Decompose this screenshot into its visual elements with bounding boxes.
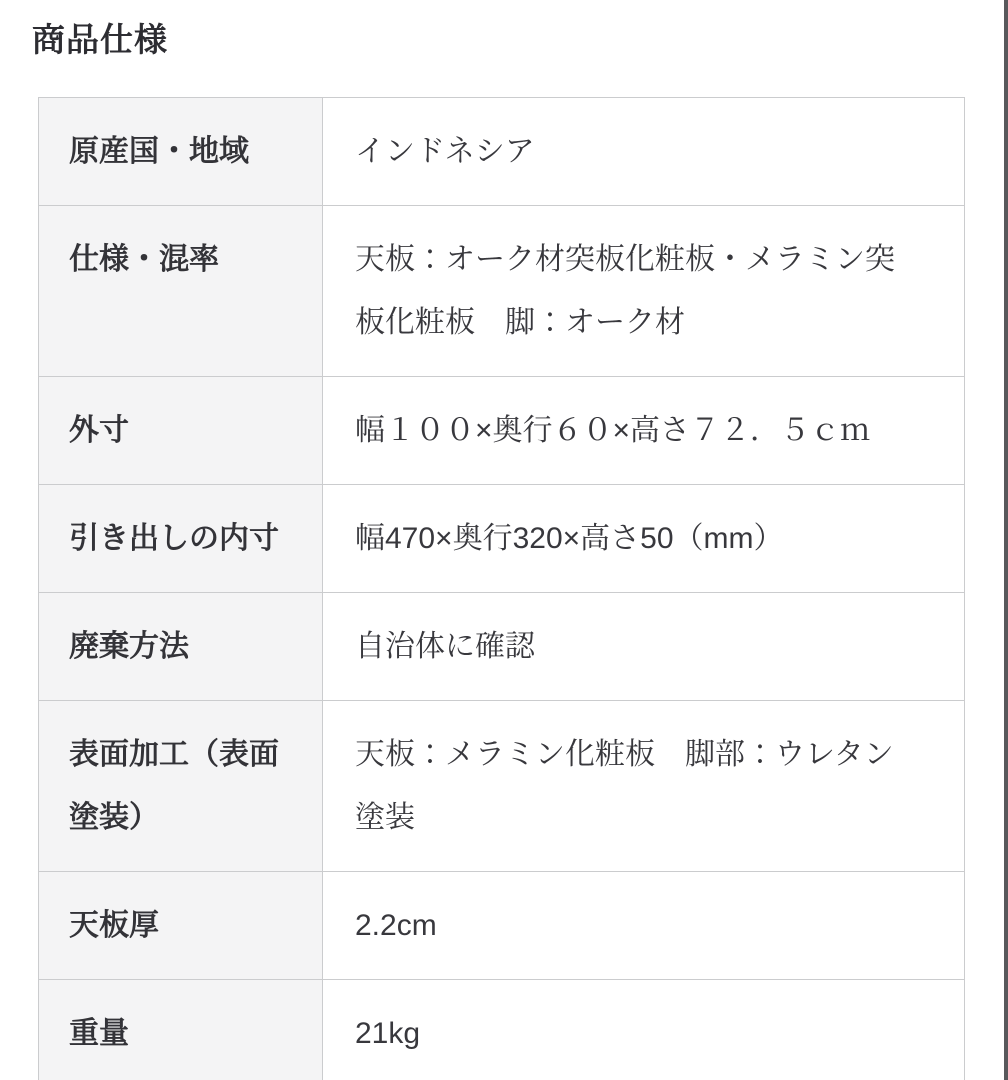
product-spec-table [38, 97, 965, 1080]
spec-label-drawer-dimensions: 引き出しの内寸 [39, 485, 323, 592]
spec-label-weight: 重量 [39, 980, 323, 1080]
spec-row-materials [39, 205, 964, 376]
spec-value-weight: 21kg [323, 980, 964, 1080]
spec-label-surface-finish: 表面加工（表面塗装） [39, 701, 323, 871]
spec-value-surface-finish: 天板：メラミン化粧板 脚部：ウレタン塗装 [323, 701, 964, 871]
spec-value-top-thickness: 2.2cm [323, 872, 964, 979]
spec-value-origin: インドネシア [323, 98, 964, 205]
spec-row-drawer-dimensions [39, 484, 964, 592]
screen-right-edge-line [1004, 0, 1008, 1080]
page-title: 商品仕様 [32, 21, 168, 58]
spec-value-drawer-dimensions: 幅470×奥行320×高さ50（mm） [323, 485, 964, 592]
spec-row-origin [39, 98, 964, 205]
spec-row-top-thickness [39, 871, 964, 979]
spec-label-origin: 原産国・地域 [39, 98, 323, 205]
spec-value-disposal: 自治体に確認 [323, 593, 964, 700]
spec-label-materials: 仕様・混率 [39, 206, 323, 376]
spec-row-disposal [39, 592, 964, 700]
spec-label-disposal: 廃棄方法 [39, 593, 323, 700]
spec-value-materials: 天板：オーク材突板化粧板・メラミン突板化粧板 脚：オーク材 [323, 206, 964, 376]
spec-label-top-thickness: 天板厚 [39, 872, 323, 979]
spec-row-surface-finish [39, 700, 964, 871]
spec-row-outer-dimensions [39, 376, 964, 484]
spec-row-weight [39, 979, 964, 1080]
spec-value-outer-dimensions: 幅１００×奥行６０×高さ７２．５ｃｍ [323, 377, 964, 484]
spec-label-outer-dimensions: 外寸 [39, 377, 323, 484]
